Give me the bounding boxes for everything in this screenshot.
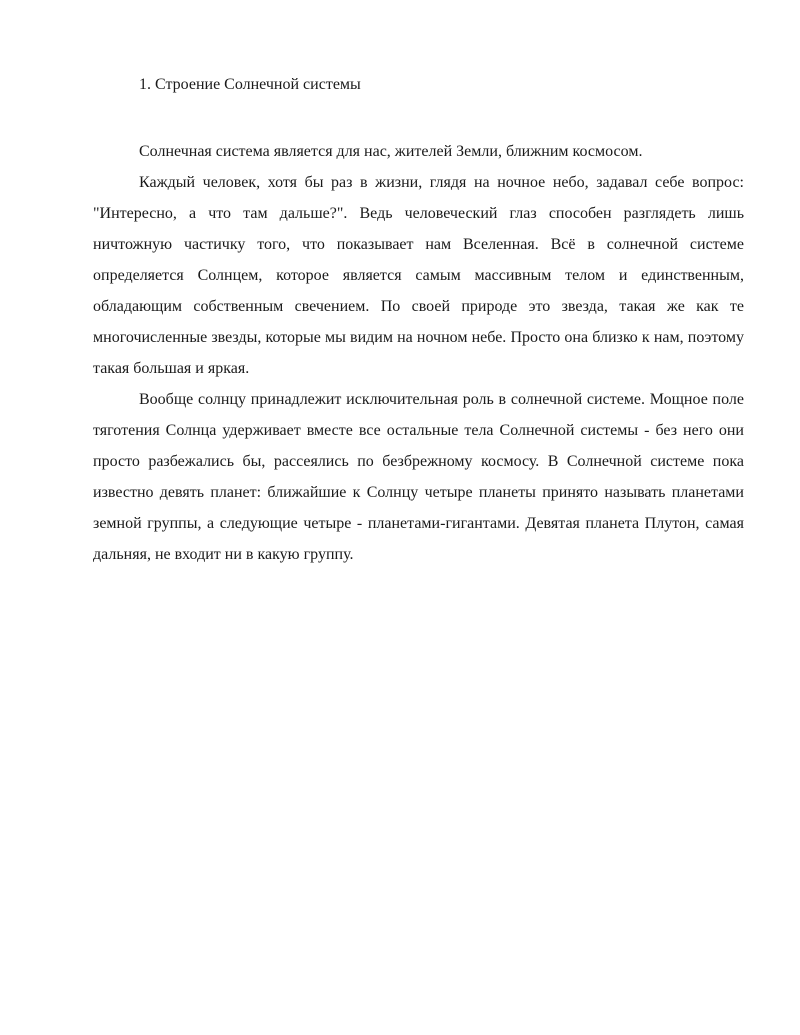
paragraph-intro: Солнечная система является для нас, жителей Земли, ближним космосом. <box>139 143 643 160</box>
section-heading: 1. Строение Солнечной системы <box>139 76 361 93</box>
paragraph-gravity: Вообще солнцу принадлежит исключительная роль в солнечной системе. Мощное поле тяготения Солнца удерживает вместе все остальные тела Солнечной системы - без него они просто разбежались бы, рассеялись по безбрежному космосу. В Солнечной системе пока известно девять планет: ближайшие к Солнцу четыре планеты принято называть планетами земной группы, а следующие четыре - планетами-гигантами. Девятая планета Плутон, самая дальняя, не входит ни в какую группу. <box>93 391 744 563</box>
paragraph-sun: Каждый человек, хотя бы раз в жизни, глядя на ночное небо, задавал себе вопрос: "Интересно, а что там дальше?". Ведь человеческий глаз способен разглядеть лишь ничтожную частичку того, что показывает нам Вселенная. Всё в солнечной системе определяется Солнцем, которое является самым массивным телом и единственным, обладающим собственным свечением. По своей природе это звезда, такая же как те многочисленные звезды, которые мы видим на ночном небе. Просто она близко к нам, поэтому такая большая и яркая. <box>93 174 744 377</box>
document-body <box>93 72 744 570</box>
